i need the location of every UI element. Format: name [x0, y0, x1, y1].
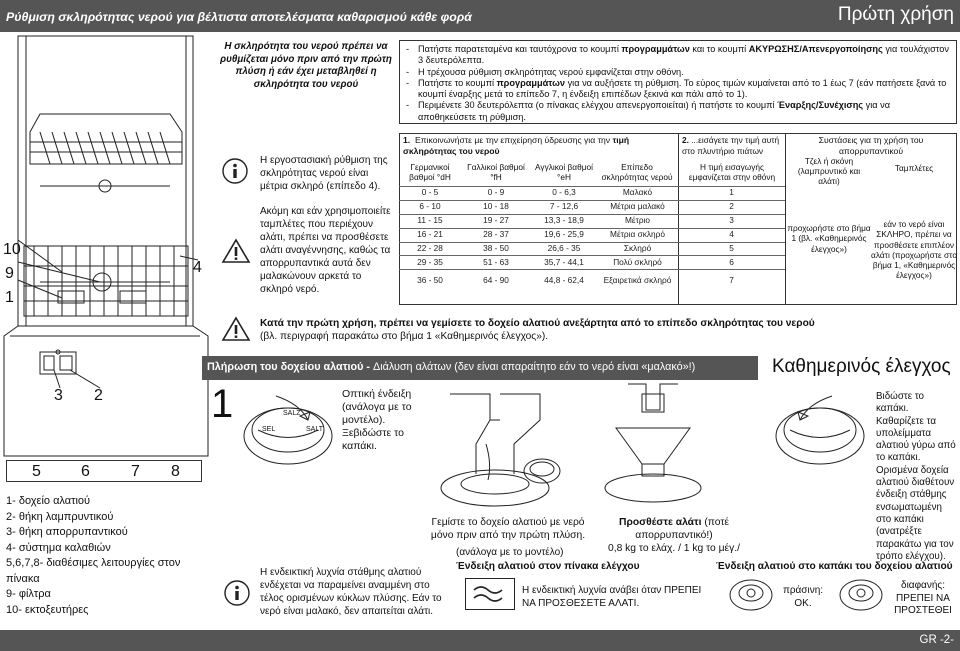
legend-item: 3- θήκη απορρυπαντικού	[6, 526, 128, 538]
step-number: 1	[211, 382, 234, 426]
component-legend	[6, 494, 206, 618]
screw-cap-text: Βιδώστε το καπάκι. Καθαρίζετε τα υπολείμματα αλατιού γύρω από το καπάκι. Ορισμένα δοχεία αλατιού διαθέτουν ένδειξη στάθμης ενσωματωμένη στο καπάκι (ανατρέξτε παρακάτω για τον τρόπο ελέγχου).	[876, 391, 956, 562]
step-text-bold: προγραμμάτων	[621, 44, 690, 54]
fill-salt-bar-text	[207, 361, 695, 374]
table-row	[399, 187, 785, 201]
step-item	[406, 100, 950, 123]
table-cell: Εξαιρετικά σκληρό	[597, 270, 678, 292]
table-cell: 35,7 - 44,1	[531, 256, 597, 270]
table-cell: 26,6 - 35	[531, 242, 597, 256]
step-item	[406, 44, 950, 67]
col-header-level: Επίπεδο σκληρότητας νερού	[601, 162, 673, 182]
table-step1-header	[403, 135, 675, 156]
table-cell: 11 - 15	[399, 214, 461, 228]
col-header-eh: Αγγλικοί βαθμοί °eH	[535, 162, 593, 182]
table-cell: 2	[678, 200, 785, 214]
salt-funnel-illustration	[598, 384, 708, 504]
callout-1: 1	[5, 289, 14, 306]
table-cell: 38 - 50	[461, 242, 531, 256]
table-cell: 28 - 37	[461, 228, 531, 242]
callout-10: 10	[3, 241, 21, 258]
table-cell: Πολύ σκληρό	[597, 256, 678, 270]
table-cell: 29 - 35	[399, 256, 461, 270]
lamp-info-text: Η ενδεικτική λυχνία στάθμης αλατιού ενδέχεται να παραμείνει αναμμένη στο τέλος ορισμένων κύκλων πλύσης. Εάν το νερό είναι μαλακό, δεν απαιτείται αλάτι.	[260, 567, 442, 617]
step-bullet: -	[406, 44, 410, 54]
table-cell: 0 - 9	[461, 187, 531, 201]
table-step2-num: 2.	[682, 135, 689, 145]
table-step1-bold: τιμή σκληρότητας του νερού	[403, 135, 630, 156]
table-cell: 1	[678, 187, 785, 201]
panel-indicator-text: Η ενδεικτική λυχνία ανάβει όταν ΠΡΕΠΕΙ ΝΑ ΠΡΟΣΘΕΣΕΤΕ ΑΛΑΤΙ.	[522, 585, 702, 609]
table-row	[399, 270, 785, 292]
cap-indicator-title: Ένδειξη αλατιού στο καπάκι του δοχείου αλατιού	[716, 561, 953, 572]
step-text	[418, 78, 950, 101]
info-icon-lamp	[224, 580, 250, 606]
callout-2: 2	[94, 387, 103, 404]
table-cell: Μέτρια σκληρό	[597, 228, 678, 242]
screw-cap-illustration	[770, 390, 870, 470]
table-cell: Σκληρό	[597, 242, 678, 256]
table-row	[399, 200, 785, 214]
page-title: Ρύθμιση σκληρότητας νερού για βέλτιστα αποτελέσματα καθαρισμού κάθε φορά	[6, 10, 472, 24]
intro-note: Η σκληρότητα του νερού πρέπει να ρυθμίζεται μόνο πριν από την πρώτη πλύση ή εάν έχει μεταβληθεί η σκληρότητα του νερού	[220, 41, 392, 90]
table-cell: 3	[678, 214, 785, 228]
step-text-part: για να αποθηκεύσετε τη ρύθμιση.	[418, 100, 891, 122]
callout-8: 8	[171, 463, 180, 480]
fill-salt-subtitle: Διάλυση αλάτων (δεν είναι απαραίτητο εάν το νερό είναι «μαλακό»!)	[373, 361, 696, 373]
step-text-bold: προγραμμάτων	[496, 77, 566, 88]
water-fill-illustration	[430, 384, 560, 514]
salt-lamp-icon	[472, 586, 508, 602]
first-use-warning-rest: (βλ. περιγραφή παρακάτω στο βήμα 1 «Καθημερινός έλεγχος»).	[260, 330, 549, 342]
add-salt-rest: (ποτέ απορρυπαντικό!)	[635, 517, 729, 541]
salt-amount: 0,8 kg το ελάχ. / 1 kg το μέγ./	[607, 543, 741, 554]
table-cell: 16 - 21	[399, 228, 461, 242]
hardness-table	[399, 186, 785, 292]
step-text-part: Πατήστε παρατεταμένα και ταυτόχρονα το κουμπί	[418, 44, 622, 54]
table-cell: Μέτρια μαλακό	[597, 200, 678, 214]
step-bullet: -	[406, 66, 410, 77]
first-use-warning-bold: Κατά την πρώτη χρήση, πρέπει να γεμίσετε το δοχείο αλατιού ανεξάρτητα από το επίπεδο σκληρότητας του νερού	[260, 318, 815, 329]
step-text-bold: Έναρξης/Συνέχισης	[777, 100, 864, 111]
tablets-recommendation: εάν το νερό είναι ΣΚΛΗΡΟ, πρέπει να προσθέσετε επιπλέον αλάτι (προχωρήστε στο βήμα 1, «Καθημερινός έλεγχος»)	[871, 219, 957, 281]
dishwasher-illustration	[0, 36, 212, 456]
footer-bar	[0, 630, 960, 651]
callout-3: 3	[54, 387, 63, 404]
step-text-part: για να αυξήσετε τη ρύθμιση. Το εύρος τιμών κυμαίνεται από το 1 έως 7 (εάν πατήσετε ξανά το κουμπί έναρξης μετά το επίπεδο 7, η ένδειξη επιπέδων ξεκινά και πάλι από το 1).	[418, 77, 947, 100]
legend-item: 10- εκτοξευτήρες	[6, 603, 89, 616]
table-row	[399, 242, 785, 256]
hardness-table-area	[399, 133, 957, 305]
warning-icon-first-use	[222, 316, 250, 342]
table-cell: Μαλακό	[597, 187, 678, 201]
panel-indicator-title: Ένδειξη αλατιού στον πίνακα ελέγχου	[456, 561, 640, 572]
step-bullet: -	[406, 100, 410, 111]
step-text-part: Η τρέχουσα ρύθμιση σκληρότητας νερού εμφανίζεται στην οθόνη.	[418, 66, 684, 77]
step-item	[406, 78, 950, 101]
daily-check-title: Καθημερινός έλεγχος	[772, 356, 951, 377]
legend-item: 5,6,7,8- διαθέσιμες λειτουργίες στον πίνακα	[6, 557, 181, 585]
table-cell: 64 - 90	[461, 270, 531, 292]
fill-salt-bar	[202, 356, 758, 380]
table-step1-num: 1.	[403, 135, 411, 145]
model-dependent-note: (ανάλογα με το μοντέλο)	[456, 547, 564, 558]
cap-aside-illustration	[522, 456, 562, 486]
table-row	[399, 256, 785, 270]
warning-salt-tablets: Ακόμη και εάν χρησιμοποιείτε ταμπλέτες που περιέχουν αλάτι, πρέπει να προσθέσετε αλάτι αναγέννησης, καθώς τα απορρυπαντικά αυτά δεν μαλακώνουν αρκετά το σκληρό νερό.	[260, 206, 391, 295]
table-step2-text: ...εισάγετε την τιμή αυτή στο πλυντήριο πιάτων	[682, 135, 780, 156]
green-indicator-label: πράσινη: ΟΚ.	[782, 585, 824, 609]
step-text-part: και το κουμπί	[689, 44, 749, 54]
fill-salt-title: Πλήρωση του δοχείου αλατιού -	[207, 361, 373, 373]
table-cell: 5	[678, 242, 785, 256]
table-cell: 4	[678, 228, 785, 242]
col-header-powder: Τζελ ή σκόνη (λαμπρυντικό και αλάτι)	[797, 156, 861, 186]
table-cell: 22 - 28	[399, 242, 461, 256]
header-bar	[0, 0, 960, 32]
callout-6: 6	[81, 463, 90, 480]
callout-9: 9	[5, 265, 14, 282]
table-cell: Μέτριο	[597, 214, 678, 228]
legend-item: 4- σύστημα καλαθιών	[6, 541, 111, 554]
cap-label-salt: SALT	[306, 426, 323, 433]
callout-5: 5	[32, 463, 41, 480]
table-cell: 51 - 63	[461, 256, 531, 270]
table-cell: 13,3 - 18,9	[531, 214, 597, 228]
clear-indicator-label: διαφανής: ΠΡΕΠΕΙ ΝΑ ΠΡΟΣΤΕΘΕΙ	[894, 580, 952, 616]
table-recommend-header: Συστάσεις για τη χρήση του απορρυπαντικού	[818, 135, 924, 156]
table-cell: 19,6 - 25,9	[531, 228, 597, 242]
warning-icon	[222, 238, 250, 264]
step-text	[418, 100, 950, 123]
table-cell: 44,8 - 62,4	[531, 270, 597, 292]
callout-7: 7	[131, 463, 140, 480]
table-step2-header	[682, 135, 784, 156]
salt-indicator-lamp	[465, 578, 515, 610]
col-header-fh: Γαλλικοί βαθμοί °fH	[467, 162, 525, 182]
table-cell: 7 - 12,6	[531, 200, 597, 214]
table-cell: 0 - 6,3	[531, 187, 597, 201]
step-text-part: για τουλάχιστον 3 δευτερόλεπτα.	[418, 44, 949, 66]
legend-item: 2- θήκη λαμπρυντικού	[6, 510, 114, 523]
table-cell: 7	[678, 270, 785, 292]
col-header-tabs: Ταμπλέτες	[894, 163, 934, 173]
step-bullet: -	[406, 77, 410, 88]
table-cell: 19 - 27	[461, 214, 531, 228]
add-salt-bold: Προσθέστε αλάτι	[619, 517, 702, 528]
info-icon	[222, 158, 248, 184]
table-cell: 0 - 5	[399, 187, 461, 201]
fill-water-text: Γεμίστε το δοχείο αλατιού με νερό μόνο πριν από την πρώτη πλύση.	[430, 517, 586, 541]
col-header-input: Η τιμή εισαγωγής εμφανίζεται στην οθόνη	[688, 162, 776, 182]
table-cell: 36 - 50	[399, 270, 461, 292]
step-text-bold: ΑΚΥΡΩΣΗΣ/Απενεργοποίησης	[748, 44, 883, 54]
page-number: GR -2-	[919, 634, 954, 646]
powder-recommendation: προχωρήστε στο βήμα 1 (βλ. «Καθημερινός έλεγχος»)	[787, 223, 871, 254]
step-text-part: Περιμένετε 30 δευτερόλεπτα (ο πίνακας ελέγχου απενεργοποιείται) ή πατήστε το κουμπί	[418, 100, 778, 111]
callout-4: 4	[193, 259, 202, 276]
table-cell: 6	[678, 256, 785, 270]
green-indicator-cap	[728, 578, 774, 612]
table-row	[399, 214, 785, 228]
table-step1-text: Επικοινωνήστε με την επιχείρηση ύδρευσης για την	[414, 135, 613, 145]
step-text-part: Πατήστε το κουμπί	[418, 77, 497, 88]
step-text	[418, 67, 684, 78]
steps-box	[399, 40, 957, 124]
info-factory-setting: Η εργοστασιακή ρύθμιση της σκληρότητας νερού είναι μέτρια σκληρό (επίπεδο 4).	[260, 155, 388, 192]
legend-item: 1- δοχείο αλατιού	[6, 495, 91, 507]
legend-item: 9- φίλτρα	[6, 588, 51, 600]
control-panel-strip	[6, 460, 202, 482]
add-salt-text	[596, 516, 752, 555]
table-cell: 10 - 18	[461, 200, 531, 214]
step-item	[406, 67, 950, 78]
col-header-dh: Γερμανικοί βαθμοί °dH	[409, 162, 451, 182]
clear-indicator-cap	[838, 578, 884, 612]
cap-label-sel: SEL	[262, 426, 276, 433]
open-cap-text: Οπτική ένδειξη (ανάλογα με το μοντέλο). Ξεβιδώστε το καπάκι.	[342, 388, 412, 452]
first-use-warning	[260, 318, 950, 343]
cap-label-salz: SALZ	[283, 410, 301, 417]
section-title: Πρώτη χρήση	[837, 4, 954, 25]
salt-cap-illustration	[238, 390, 338, 470]
table-row	[399, 228, 785, 242]
steps-list	[406, 44, 950, 123]
table-cell: 6 - 10	[399, 200, 461, 214]
step-text	[418, 44, 950, 67]
